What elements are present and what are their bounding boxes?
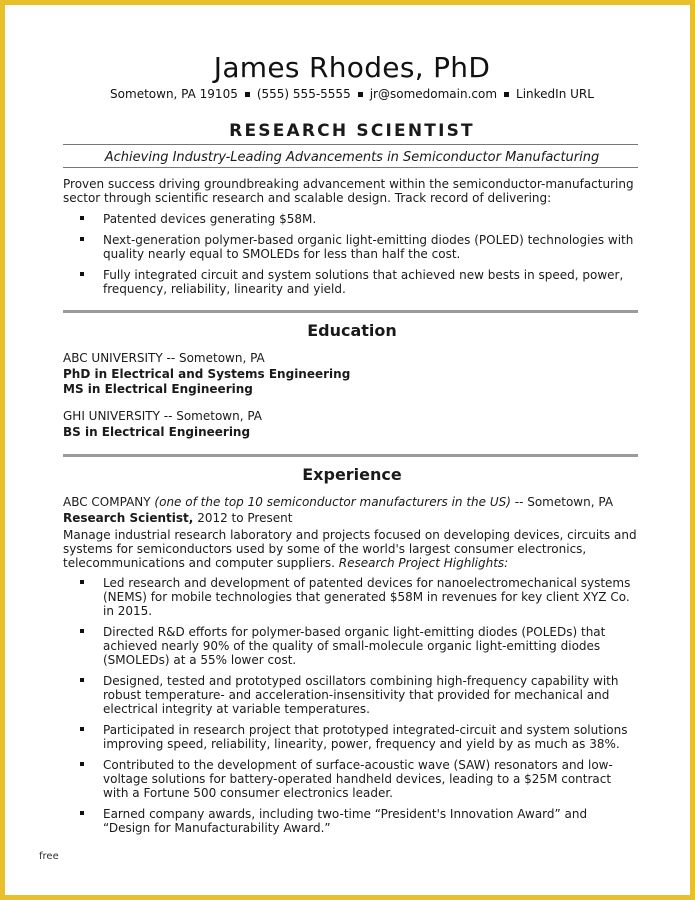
contact-email[interactable]: jr@somedomain.com (369, 87, 498, 101)
employer-name: ABC COMPANY (63, 495, 151, 509)
bullet-icon (80, 216, 84, 220)
education-degree-bs: BS in Electrical Engineering (63, 425, 251, 439)
employer-location: -- Sometown, PA (514, 495, 614, 509)
bullet-icon (80, 678, 84, 682)
summary-intro: Proven success driving groundbreaking advancement within the semiconductor-manufacturing sector through scientific research and scalable design. Track record of delivering: (63, 177, 634, 205)
tagline: Achieving Industry-Leading Advancements in Semiconductor Manufacturing (104, 150, 600, 165)
contact-location: Sometown, PA 19105 (110, 87, 238, 101)
bullet-icon (80, 811, 84, 815)
position-title: Research Scientist, (63, 511, 194, 525)
education-school-2: GHI UNIVERSITY -- Sometown, PA (63, 409, 263, 423)
experience-bullets (63, 576, 638, 842)
bullet-icon (80, 629, 84, 633)
list-item: Directed R&D efforts for polymer-based organic light-emitting diodes (POLEDs) that achieved nearly 90% of the quality of small-molecule organic light-emitting diodes (SMOLEDs) at a 55% lower cost. (63, 625, 638, 667)
list-item: Participated in research project that prototyped integrated-circuit and system solutions improving speed, reliability, linearity, power, frequency and yield by as much as 38%. (63, 723, 638, 751)
footer-watermark: free (39, 851, 59, 862)
bullet-icon (80, 237, 84, 241)
candidate-name: James Rhodes, PhD (213, 51, 491, 84)
contact-phone: (555) 555-5555 (256, 87, 351, 101)
summary-bullets (63, 212, 638, 303)
title-rule-bottom (63, 167, 638, 168)
education-school-1: ABC UNIVERSITY -- Sometown, PA (63, 351, 265, 365)
list-item: Fully integrated circuit and system solutions that achieved new bests in speed, power, frequency, reliability, linearity and yield. (63, 268, 638, 296)
list-item: Led research and development of patented devices for nanoelectromechanical systems (NEMS) for mobile technologies that generated $58M in revenues for key client XYZ Co. in 2015. (63, 576, 638, 618)
education-heading: Education (307, 321, 397, 340)
position-dates: 2012 to Present (197, 511, 293, 525)
contact-linkedin[interactable]: LinkedIn URL (516, 87, 594, 101)
contact-line (5, 87, 690, 101)
bullet-icon (80, 762, 84, 766)
experience-heading: Experience (302, 465, 402, 484)
job-title-heading: RESEARCH SCIENTIST (229, 121, 475, 141)
bullet-icon (80, 580, 84, 584)
list-item: Designed, tested and prototyped oscillators combining high-frequency capability with robust temperature- and acceleration-insensitivity that provided for mechanical and electrical integrity at variable temperatures. (63, 674, 638, 716)
separator-square-icon (245, 92, 250, 97)
list-item: Next-generation polymer-based organic light-emitting diodes (POLED) technologies with quality nearly equal to SMOLEDs for less than half the cost. (63, 233, 638, 261)
education-degree-phd: PhD in Electrical and Systems Engineering (63, 367, 351, 381)
resume-page (5, 5, 690, 895)
separator-square-icon (358, 92, 363, 97)
section-divider (63, 454, 638, 457)
employer-note: (one of the top 10 semiconductor manufacturers in the US) (154, 495, 511, 509)
bullet-icon (80, 272, 84, 276)
list-item: Patented devices generating $58M. (63, 212, 638, 226)
position-line (63, 511, 292, 526)
education-degree-ms: MS in Electrical Engineering (63, 382, 253, 396)
list-item: Contributed to the development of surface-acoustic wave (SAW) resonators and low-voltage solutions for battery-operated handheld devices, leading to a $25M contract with a Fortune 500 consumer electronics leader. (63, 758, 638, 800)
section-divider (63, 310, 638, 313)
list-item: Earned company awards, including two-time “President's Innovation Award” and “Design for Manufacturability Award.” (63, 807, 638, 835)
experience-description: Manage industrial research laboratory and projects focused on developing devices, circuits and systems for semiconductors used by some of the world's largest consumer electronics, telecommunications and computer suppliers. Research Project Highlights: (63, 528, 637, 570)
title-rule-top (63, 144, 638, 145)
separator-square-icon (504, 92, 509, 97)
employer-line (63, 495, 638, 510)
highlights-label: Research Project Highlights: (338, 556, 509, 570)
bullet-icon (80, 727, 84, 731)
